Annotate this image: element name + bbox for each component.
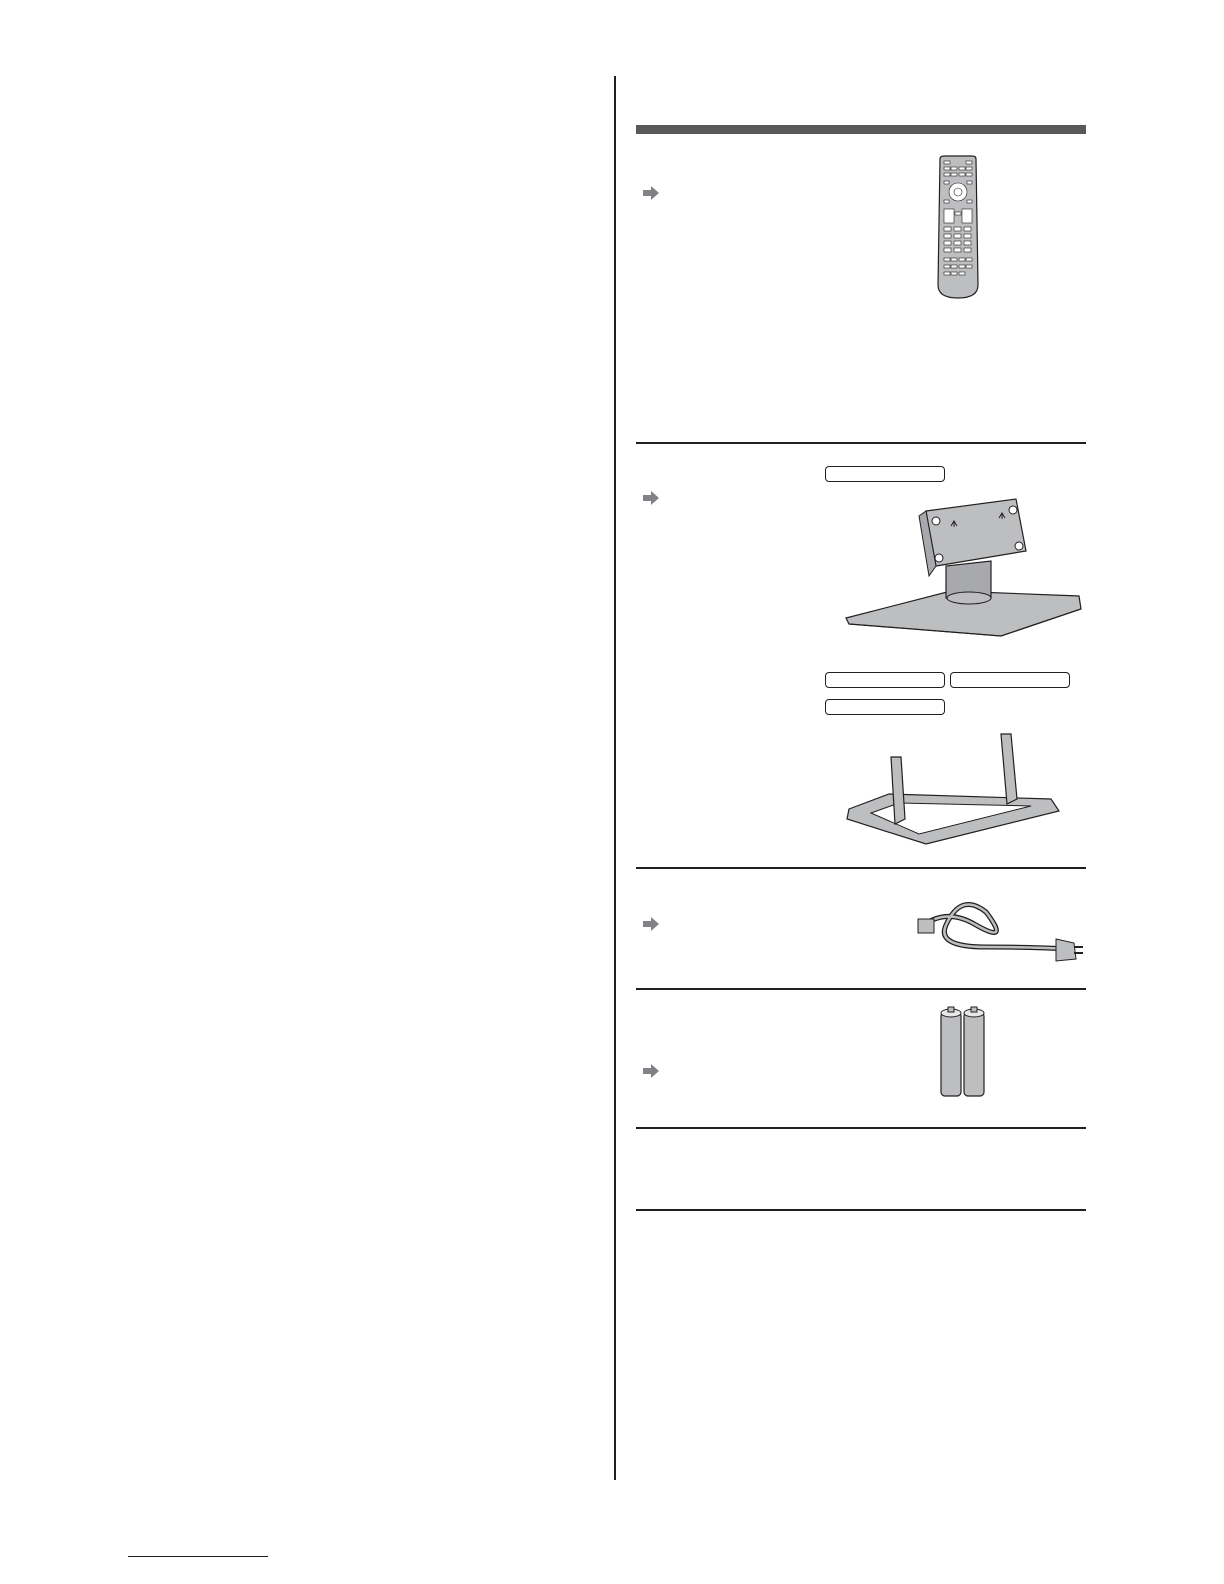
accessory-mains-lead: [636, 869, 1086, 987]
reference-arrow-icon: [642, 1063, 660, 1079]
model-tag: [950, 672, 1070, 688]
accessory-pedestal: [636, 444, 1086, 866]
accessory-empty-row: [636, 1129, 1086, 1209]
section-heading-bar: [636, 125, 1086, 134]
reference-arrow-icon: [642, 185, 660, 201]
reference-arrow-icon: [642, 490, 660, 506]
model-tag: [825, 466, 945, 482]
stand-frame-illustration: [841, 729, 1066, 847]
remote-control-illustration: [936, 155, 980, 300]
column-divider: [614, 76, 616, 1480]
accessory-batteries: [636, 990, 1086, 1126]
mains-lead-illustration: [916, 887, 1086, 982]
item-divider: [636, 1209, 1086, 1211]
footnote-rule: [128, 1556, 268, 1557]
accessory-remote-control: [636, 140, 1086, 440]
batteries-illustration: [939, 1006, 987, 1098]
reference-arrow-icon: [642, 916, 660, 932]
model-tag: [825, 699, 945, 715]
pedestal-illustration: [841, 496, 1086, 646]
model-tag: [825, 672, 945, 688]
